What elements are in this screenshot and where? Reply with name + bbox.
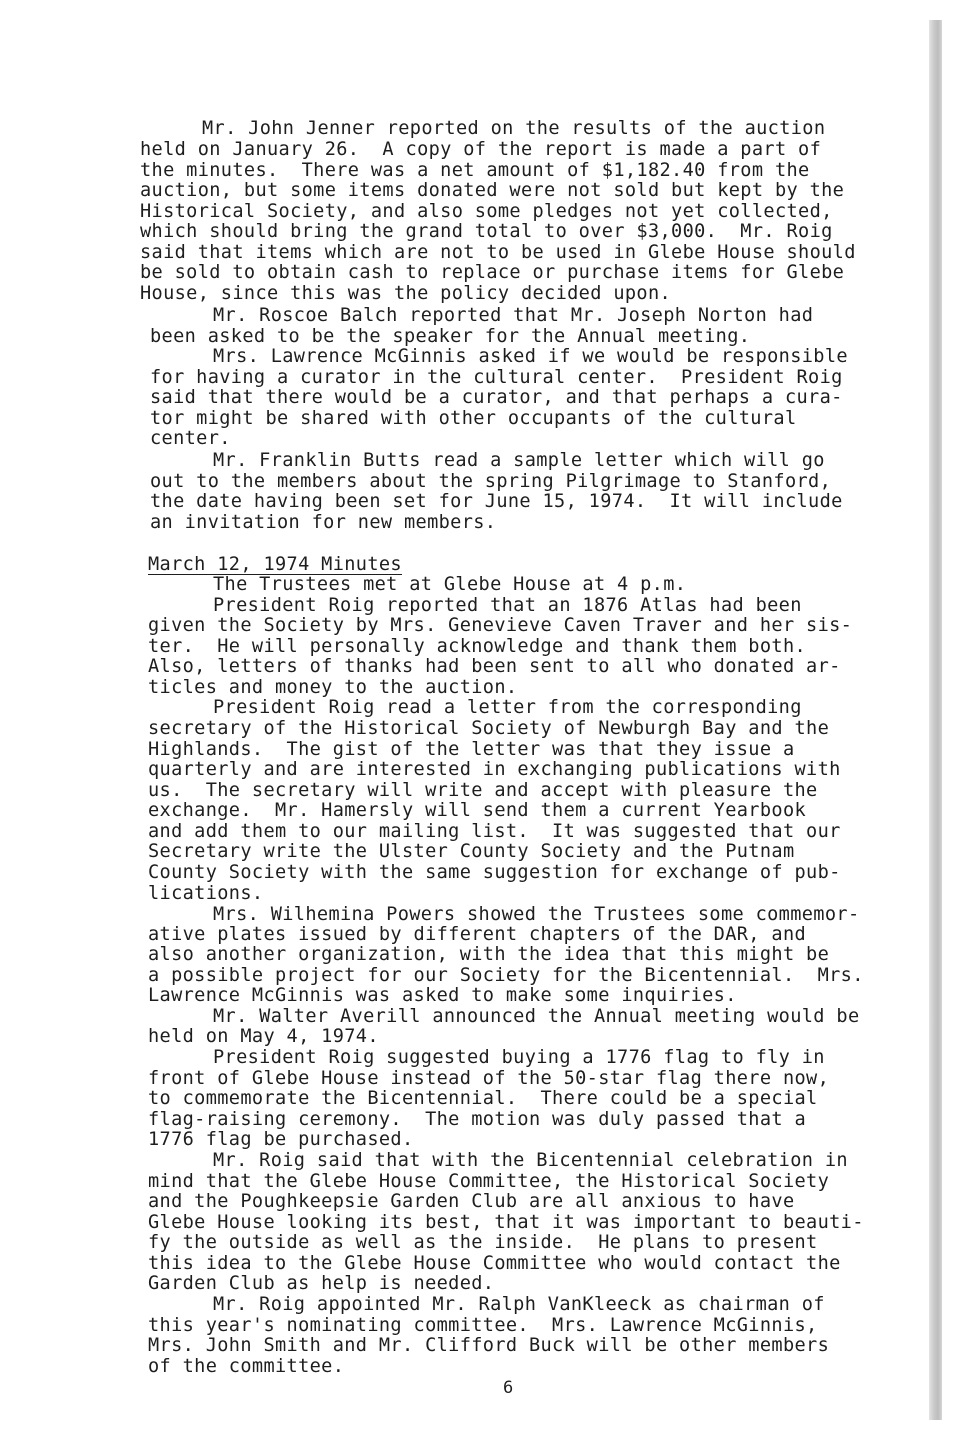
text-line: center. — [150, 428, 231, 449]
text-line: ticles and money to the auction. — [148, 677, 518, 698]
text-line: House, since this was the policy decided upon. — [140, 283, 672, 304]
text-line: been asked to be the speaker for the Annual meeting. — [150, 326, 751, 347]
text-line: mind that the Glebe House Committee, the Historical Society — [148, 1171, 830, 1192]
page-number: 6 — [503, 1378, 514, 1398]
text-line: and add them to our mailing list. It was suggested that our — [148, 821, 841, 842]
text-line: Secretary write the Ulster County Society and the Putnam — [148, 841, 795, 862]
text-line: the date having been set for June 15, 1974. It will include — [150, 491, 843, 512]
text-line: said that items which are not to be used in Glebe House should — [140, 242, 856, 263]
text-line: Mrs. Lawrence McGinnis asked if we would be responsible — [213, 346, 848, 367]
text-line: Mr. Roscoe Balch reported that Mr. Joseph Norton had — [213, 305, 814, 326]
text-line: secretary of the Historical Society of Newburgh Bay and the — [148, 718, 830, 739]
text-line: Mrs. Wilhemina Powers showed the Trustees some commemor- — [213, 904, 860, 925]
text-line: Lawrence McGinnis was asked to make some inquiries. — [148, 985, 737, 1006]
text-line: held on January 26. A copy of the report is made a part of — [140, 139, 822, 160]
text-line: Also, letters of thanks had been sent to all who donated ar- — [148, 656, 841, 677]
text-line: the minutes. There was a net amount of $1,182.40 from the — [140, 160, 810, 181]
text-line: this idea to the Glebe House Committee who would contact the — [148, 1253, 841, 1274]
text-line: Mr. John Jenner reported on the results of the auction — [202, 118, 826, 139]
text-line: exchange. Mr. Hamersly will send them a current Yearbook — [148, 800, 807, 821]
text-line: us. The secretary will write and accept with pleasure the — [148, 780, 818, 801]
text-line: Mrs. John Smith and Mr. Clifford Buck will be other members — [148, 1335, 830, 1356]
text-line: tor might be shared with other occupants of the cultural — [150, 408, 797, 429]
text-line: Historical Society, and also some pledges not yet collected, — [140, 201, 833, 222]
text-line: ter. He will personally acknowledge and thank them both. — [148, 636, 807, 657]
text-line: front of Glebe House instead of the 50-star flag there now, — [148, 1068, 830, 1089]
text-line: which should bring the grand total to over $3,000. Mr. Roig — [140, 221, 833, 242]
text-line: this year's nominating committee. Mrs. Lawrence McGinnis, — [148, 1315, 818, 1336]
text-line: to commemorate the Bicentennial. There could be a special — [148, 1088, 818, 1109]
scan-edge-shadow — [929, 20, 942, 1420]
text-line: Mr. Franklin Butts read a sample letter which will go — [213, 450, 825, 471]
text-line: out to the members about the spring Pilgrimage to Stanford, — [150, 471, 832, 492]
text-line: President Roig reported that an 1876 Atlas had been — [213, 595, 802, 616]
text-line: Mr. Roig said that with the Bicentennial celebration in — [213, 1150, 848, 1171]
text-line: quarterly and are interested in exchanging publications with — [148, 759, 841, 780]
text-line: held on May 4, 1974. — [148, 1026, 379, 1047]
text-line: ative plates issued by different chapters of the DAR, and — [148, 924, 807, 945]
text-line: for having a curator in the cultural center. President Roig — [150, 367, 843, 388]
text-line: President Roig suggested buying a 1776 flag to fly in — [213, 1047, 825, 1068]
text-line: Mr. Walter Averill announced the Annual meeting would be — [213, 1006, 860, 1027]
text-line: County Society with the same suggestion for exchange of pub- — [148, 862, 841, 883]
text-line: and the Poughkeepsie Garden Club are all anxious to have — [148, 1191, 795, 1212]
text-line: lications. — [148, 883, 264, 904]
text-line: President Roig read a letter from the corresponding — [213, 697, 802, 718]
text-line: be sold to obtain cash to replace or purchase items for Glebe — [140, 262, 845, 283]
text-line: fy the outside as well as the inside. He plans to present — [148, 1232, 818, 1253]
text-line: auction, but some items donated were not sold but kept by the — [140, 180, 845, 201]
text-line: said that there would be a curator, and that perhaps a cura- — [150, 387, 843, 408]
text-line: also another organization, with the idea that this might be — [148, 944, 830, 965]
text-line: Highlands. The gist of the letter was that they issue a — [148, 739, 795, 760]
text-line: 1776 flag be purchased. — [148, 1129, 414, 1150]
section-heading: March 12, 1974 Minutes — [148, 554, 402, 575]
text-line: Glebe House looking its best, that it was important to beauti- — [148, 1212, 864, 1233]
text-line: given the Society by Mrs. Genevieve Caven Traver and her sis- — [148, 615, 853, 636]
text-line: of the committee. — [148, 1356, 345, 1377]
text-line: flag-raising ceremony. The motion was duly passed that a — [148, 1109, 807, 1130]
text-line: an invitation for new members. — [150, 512, 497, 533]
text-line: Garden Club as help is needed. — [148, 1273, 495, 1294]
text-line: a possible project for our Society for the Bicentennial. Mrs. — [148, 965, 864, 986]
text-line: The Trustees met at Glebe House at 4 p.m. — [213, 574, 687, 595]
text-line: Mr. Roig appointed Mr. Ralph VanKleeck as chairman of — [213, 1294, 825, 1315]
